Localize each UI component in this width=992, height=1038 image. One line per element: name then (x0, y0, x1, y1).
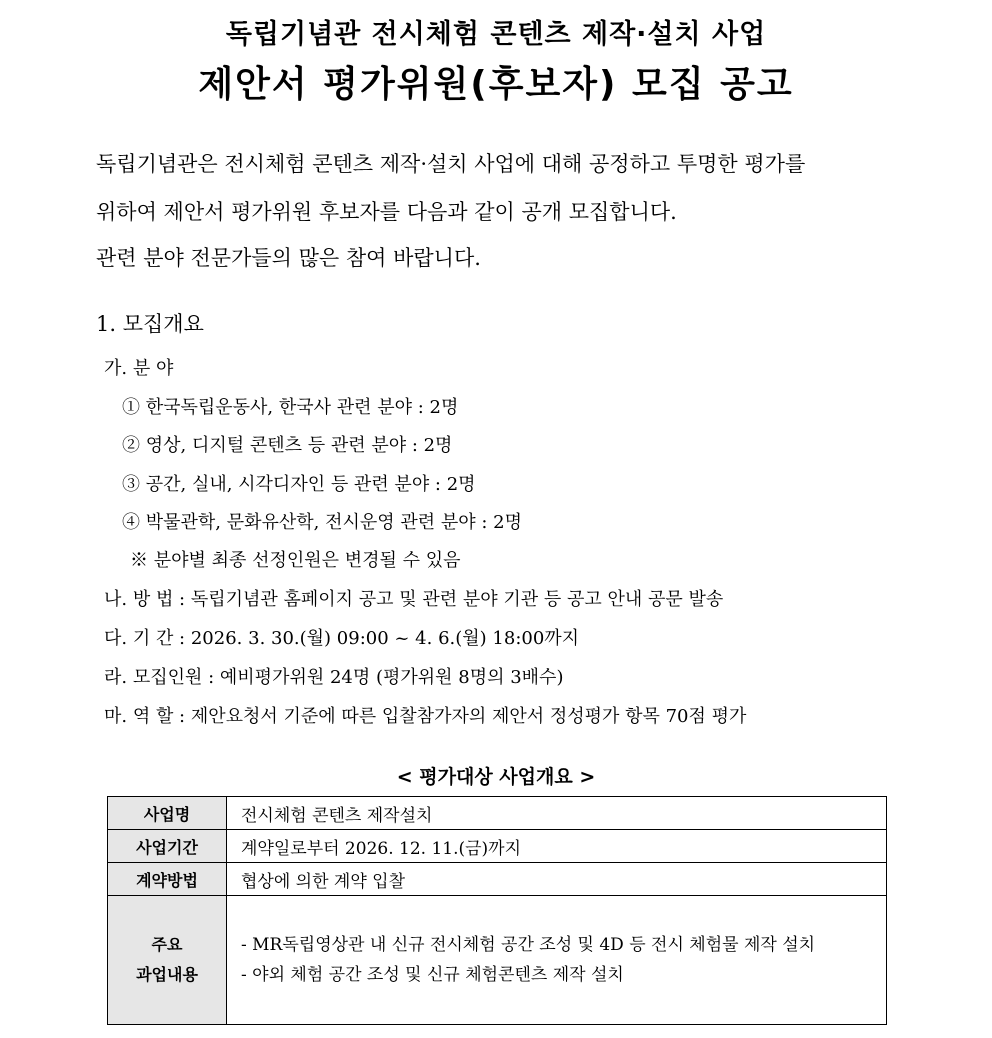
period-row (104, 624, 579, 650)
method-label: 나. 방 법 : (104, 589, 186, 610)
field-item-3: ③ 공간, 실내, 시각디자인 등 관련 분야 : 2명 (122, 474, 476, 495)
overview-table (107, 796, 887, 1025)
recruit-count-row (104, 663, 563, 689)
field-item-2: ② 영상, 디지털 콘텐츠 등 관련 분야 : 2명 (122, 435, 453, 456)
intro-line-1: 독립기념관은 전시체험 콘텐츠 제작·설치 사업에 대해 공정하고 투명한 평가를 (96, 152, 806, 176)
field-note: ※ 분야별 최종 선정인원은 변경될 수 있음 (130, 550, 461, 571)
method-value: 독립기념관 홈페이지 공고 및 관련 분야 기관 등 공고 안내 공문 발송 (190, 589, 724, 610)
main-tasks-header-line-1: 주요 (151, 935, 183, 954)
table-row (108, 896, 887, 1025)
period-value: 2026. 3. 30.(월) 09:00 ~ 4. 6.(월) 18:00까지 (190, 628, 580, 649)
intro-line-2: 위하여 제안서 평가위원 후보자를 다음과 같이 공개 모집합니다. (96, 200, 677, 224)
title-line-1: 독립기념관 전시체험 콘텐츠 제작·설치 사업 (225, 19, 767, 50)
intro-line-3: 관련 분야 전문가들의 많은 참여 바랍니다. (96, 246, 481, 270)
role-label: 마. 역 할 : (104, 706, 186, 727)
row-header: 사업기간 (108, 830, 227, 863)
main-task-line-2: - 야외 체험 공간 조성 및 신규 체험콘텐츠 제작 설치 (241, 965, 624, 985)
main-tasks-header-line-2: 과업내용 (136, 965, 198, 984)
recruit-count-label: 라. 모집인원 : (104, 667, 215, 688)
table-row (108, 863, 887, 896)
period-label: 다. 기 간 : (104, 628, 186, 649)
field-label-ga: 가. 분 야 (104, 358, 174, 379)
row-value: 협상에 의한 계약 입찰 (227, 863, 887, 896)
role-row (104, 702, 746, 728)
row-header: 사업명 (108, 797, 227, 830)
table-row (108, 797, 887, 830)
role-value: 제안요청서 기준에 따른 입찰참가자의 제안서 정성평가 항목 70점 평가 (190, 706, 747, 727)
table-row (108, 830, 887, 863)
section-heading: 1. 모집개요 (96, 312, 204, 336)
main-tasks-value (227, 896, 887, 1025)
row-value: 전시체험 콘텐츠 제작설치 (227, 797, 887, 830)
field-item-4: ④ 박물관학, 문화유산학, 전시운영 관련 분야 : 2명 (122, 512, 522, 533)
recruit-count-value: 예비평가위원 24명 (평가위원 8명의 3배수) (219, 667, 564, 688)
overview-caption: < 평가대상 사업개요 > (396, 766, 596, 788)
method-row (104, 585, 723, 611)
main-tasks-header (108, 896, 227, 1025)
title-line-2: 제안서 평가위원(후보자) 모집 공고 (198, 64, 794, 105)
row-value: 계약일로부터 2026. 12. 11.(금)까지 (227, 830, 887, 863)
row-header: 계약방법 (108, 863, 227, 896)
field-item-1: ① 한국독립운동사, 한국사 관련 분야 : 2명 (122, 397, 459, 418)
main-task-line-1: - MR독립영상관 내 신규 전시체험 공간 조성 및 4D 등 전시 체험물 제작 설치 (241, 935, 816, 955)
